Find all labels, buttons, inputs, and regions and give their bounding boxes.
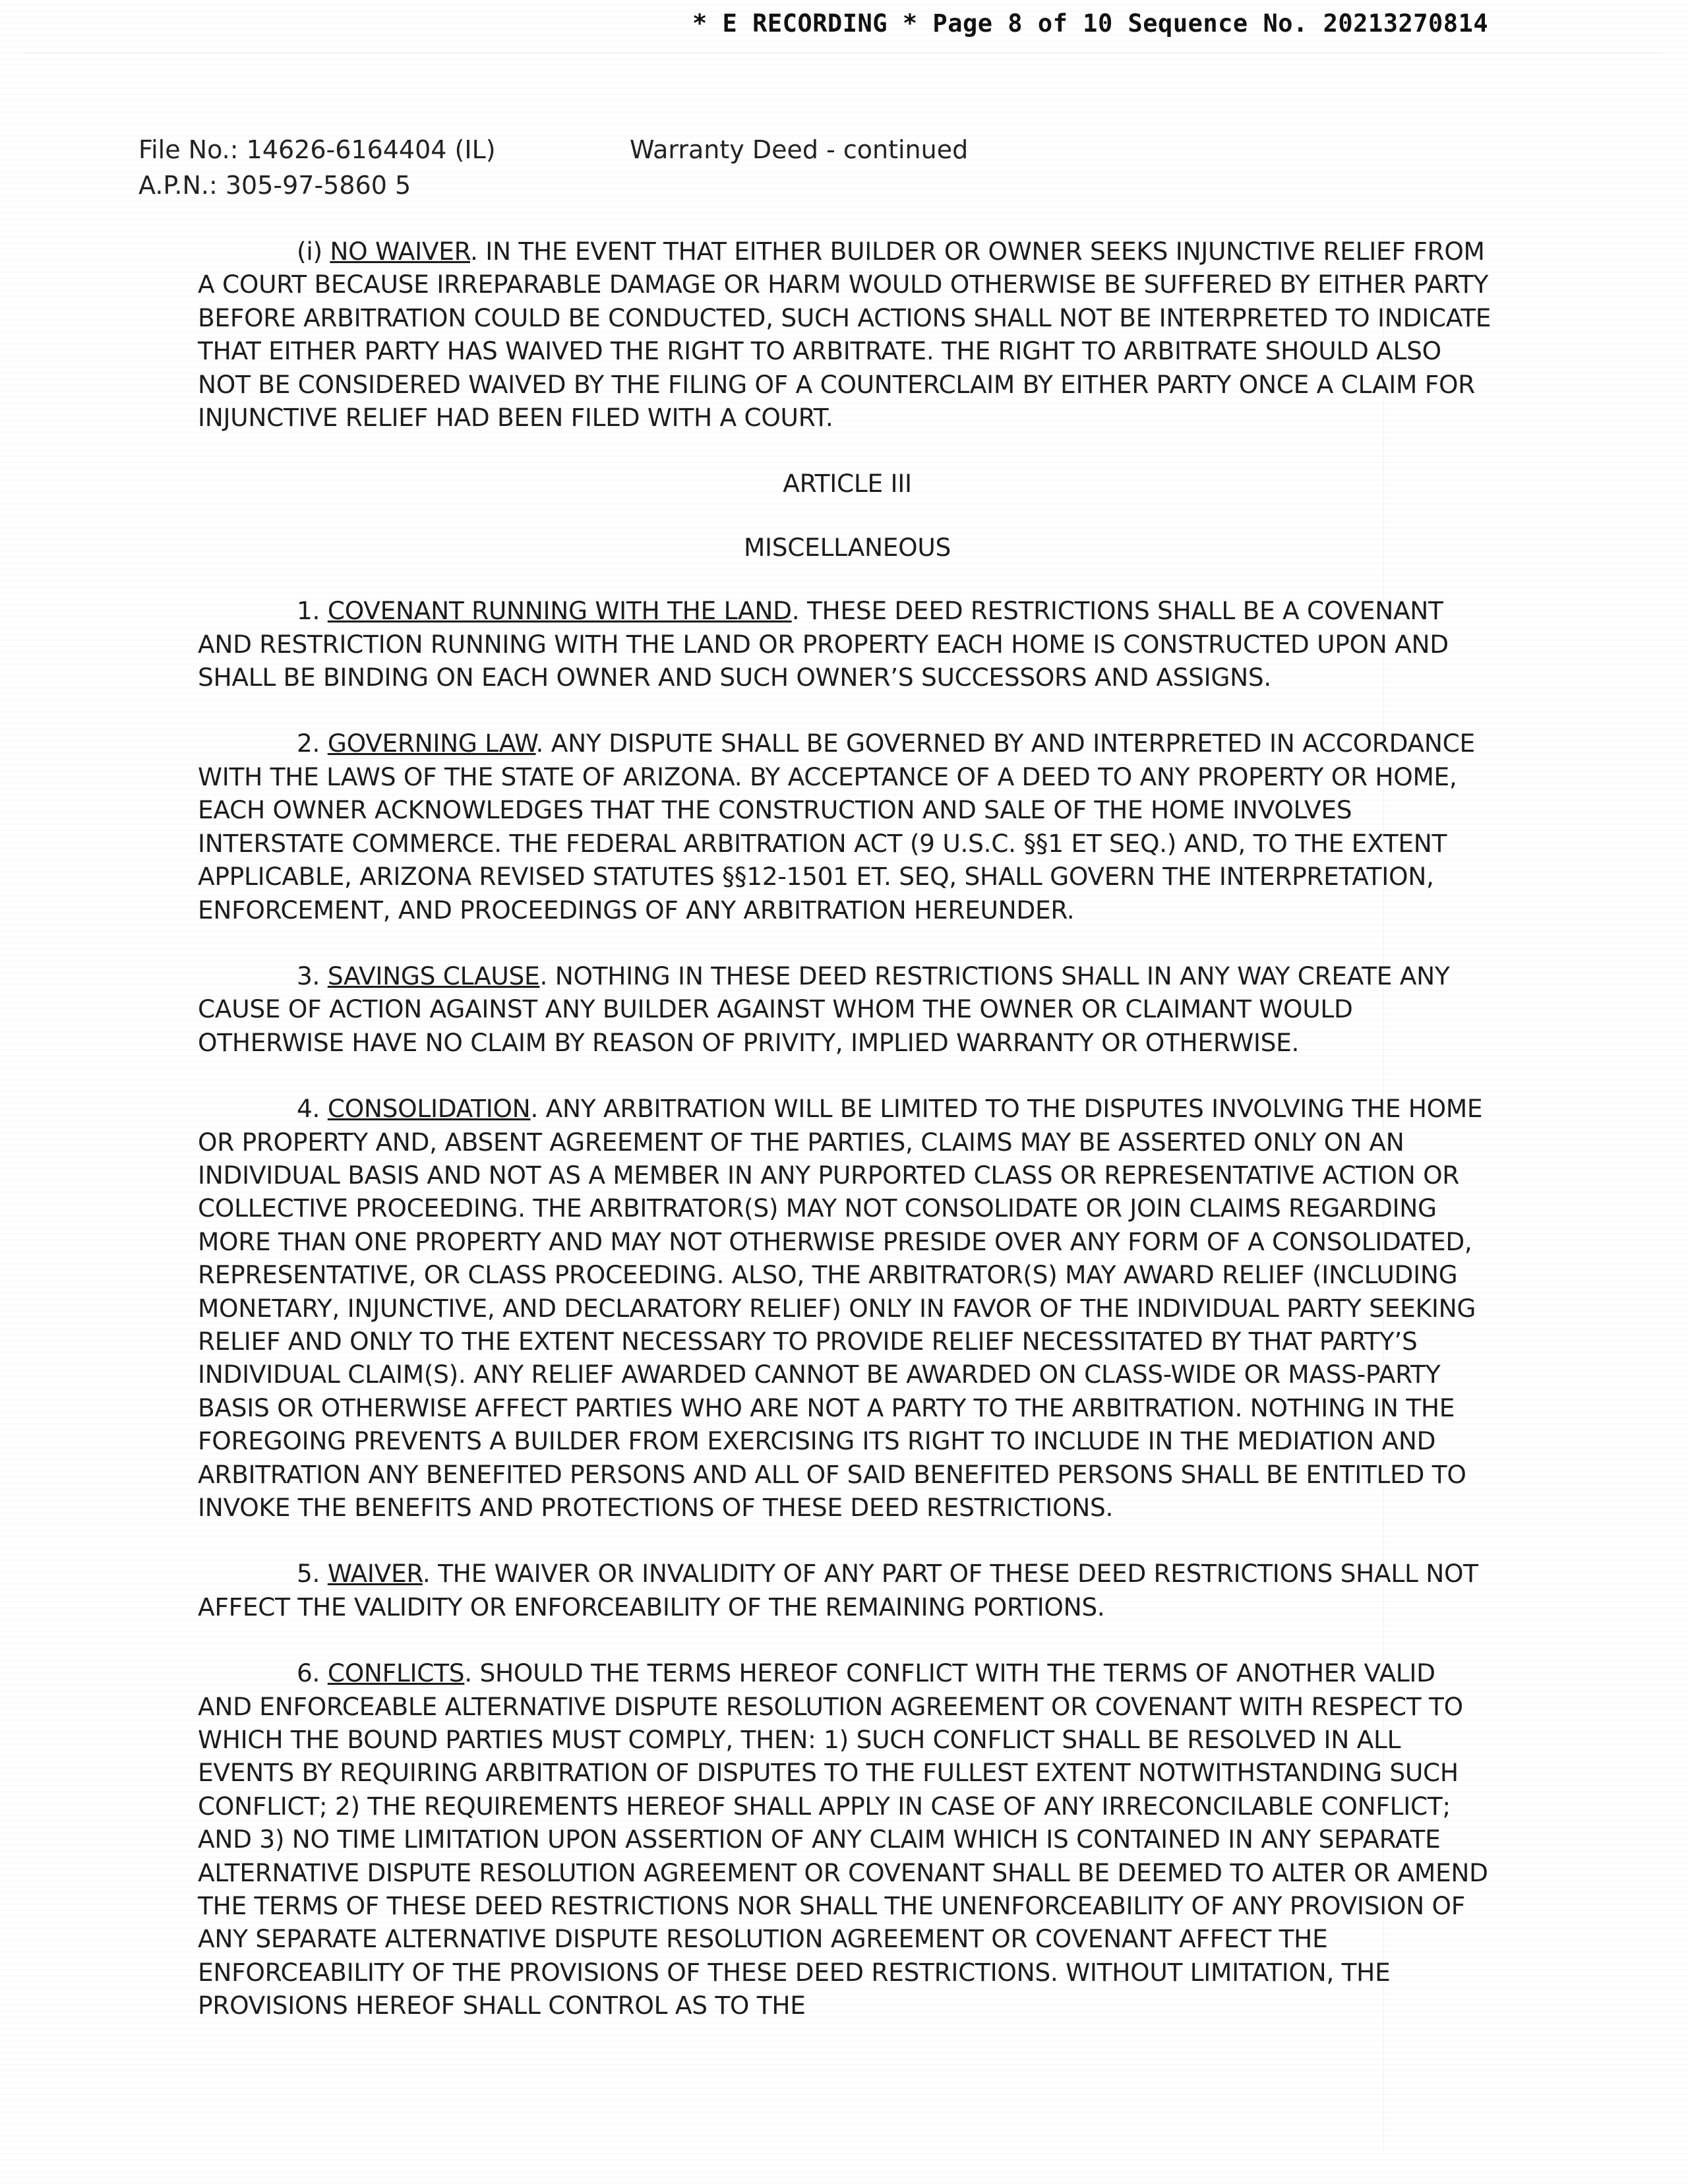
paragraph-prefix: (i)	[297, 237, 330, 266]
paragraph-waiver	[198, 1557, 1497, 1623]
paragraph-prefix: 6.	[297, 1658, 328, 1688]
paragraph-prefix: 2.	[297, 729, 328, 758]
paragraph-heading: CONFLICTS	[327, 1658, 465, 1688]
paragraph-heading: NO WAIVER	[330, 237, 471, 266]
paragraph-text: . NOTHING IN THESE DEED RESTRICTIONS SHALL IN ANY WAY CREATE ANY CAUSE OF ACTION AGAINST ANY BUILDER AGAINST WHOM THE OWNER OR CLAIMANT WOULD OTHERWISE HAVE NO CLAIM BY REASON OF PRIVITY, IMPLIED WARRANTY OR OTHERWISE.	[198, 961, 1450, 1057]
apn-number: A.P.N.: 305-97-5860 5	[138, 171, 411, 200]
paragraph-covenant	[198, 594, 1497, 694]
recording-stamp: * E RECORDING * Page 8 of 10 Sequence No. 20213270814	[692, 9, 1489, 38]
paragraph-text: . ANY ARBITRATION WILL BE LIMITED TO THE DISPUTES INVOLVING THE HOME OR PROPERTY AND, ABSENT AGREEMENT OF THE PARTIES, CLAIMS MAY BE ASSERTED ONLY ON AN INDIVIDUAL BASIS AND NOT AS A MEMBER IN ANY PURPORTED CLASS OR REPRESENTATIVE ACTION OR COLLECTIVE PROCEEDING. THE ARBITRATOR(S) MAY NOT CONSOLIDATE OR JOIN CLAIMS REGARDING MORE THAN ONE PROPERTY AND MAY NOT OTHERWISE PRESIDE OVER ANY FORM OF A CONSOLIDATED, REPRESENTATIVE, OR CLASS PROCEEDING. ALSO, THE ARBITRATOR(S) MAY AWARD RELIEF (INCLUDING MONETARY, INJUNCTIVE, AND DECLARATORY RELIEF) ONLY IN FAVOR OF THE INDIVIDUAL PARTY SEEKING RELIEF AND ONLY TO THE EXTENT NECESSARY TO PROVIDE RELIEF NECESSITATED BY THAT PARTY’S INDIVIDUAL CLAIM(S). ANY RELIEF AWARDED CANNOT BE AWARDED ON CLASS-WIDE OR MASS-PARTY BASIS OR OTHERWISE AFFECT PARTIES WHO ARE NOT A PARTY TO THE ARBITRATION. NOTHING IN THE FOREGOING PREVENTS A BUILDER FROM EXERCISING ITS RIGHT TO INCLUDE IN THE MEDIATION AND ARBITRATION ANY BENEFITED PERSONS AND ALL OF SAID BENEFITED PERSONS SHALL BE ENTITLED TO INVOKE THE BENEFITS AND PROTECTIONS OF THESE DEED RESTRICTIONS.	[198, 1094, 1483, 1522]
paragraph-text: . SHOULD THE TERMS HEREOF CONFLICT WITH THE TERMS OF ANOTHER VALID AND ENFORCEABLE ALTERNATIVE DISPUTE RESOLUTION AGREEMENT OR COVENANT WITH RESPECT TO WHICH THE BOUND PARTIES MUST COMPLY, THEN: 1) SUCH CONFLICT SHALL BE RESOLVED IN ALL EVENTS BY REQUIRING ARBITRATION OF DISPUTES TO THE FULLEST EXTENT NOTWITHSTANDING SUCH CONFLICT; 2) THE REQUIREMENTS HEREOF SHALL APPLY IN CASE OF ANY IRRECONCILABLE CONFLICT; AND 3) NO TIME LIMITATION UPON ASSERTION OF ANY CLAIM WHICH IS CONTAINED IN ANY SEPARATE ALTERNATIVE DISPUTE RESOLUTION AGREEMENT OR COVENANT SHALL BE DEEMED TO ALTER OR AMEND THE TERMS OF THESE DEED RESTRICTIONS NOR SHALL THE UNENFORCEABILITY OF ANY PROVISION OF ANY SEPARATE ALTERNATIVE DISPUTE RESOLUTION AGREEMENT OR COVENANT AFFECT THE ENFORCEABILITY OF THE PROVISIONS OF THESE DEED RESTRICTIONS. WITHOUT LIMITATION, THE PROVISIONS HEREOF SHALL CONTROL AS TO THE	[198, 1658, 1488, 2020]
paragraph-heading: GOVERNING LAW	[327, 729, 536, 758]
paragraph-prefix: 5.	[297, 1559, 328, 1589]
paragraph-prefix: 3.	[297, 961, 328, 990]
paragraph-text: . THE WAIVER OR INVALIDITY OF ANY PART OF THESE DEED RESTRICTIONS SHALL NOT AFFECT THE VALIDITY OR ENFORCEABILITY OF THE REMAINING PORTIONS.	[198, 1559, 1478, 1622]
paragraph-consolidation	[198, 1092, 1497, 1524]
paragraph-text: . ANY DISPUTE SHALL BE GOVERNED BY AND INTERPRETED IN ACCORDANCE WITH THE LAWS OF THE STATE OF ARIZONA. BY ACCEPTANCE OF A DEED TO ANY PROPERTY OR HOME, EACH OWNER ACKNOWLEDGES THAT THE CONSTRUCTION AND SALE OF THE HOME INVOLVES INTERSTATE COMMERCE. THE FEDERAL ARBITRATION ACT (9 U.S.C. §§1 ET SEQ.) AND, TO THE EXTENT APPLICABLE, ARIZONA REVISED STATUTES §§12-1501 ET. SEQ, SHALL GOVERN THE INTERPRETATION, ENFORCEMENT, AND PROCEEDINGS OF ANY ARBITRATION HEREUNDER.	[198, 729, 1475, 925]
document-body	[198, 235, 1497, 2055]
paragraph-no-waiver	[198, 235, 1497, 434]
file-info-block	[138, 132, 496, 203]
paragraph-heading: COVENANT RUNNING WITH THE LAND	[327, 596, 792, 626]
paragraph-savings-clause	[198, 959, 1497, 1059]
paragraph-governing-law	[198, 727, 1497, 926]
paragraph-conflicts	[198, 1656, 1497, 2022]
paragraph-heading: WAIVER	[327, 1559, 423, 1589]
paragraph-text: . IN THE EVENT THAT EITHER BUILDER OR OWNER SEEKS INJUNCTIVE RELIEF FROM A COURT BECAUSE IRREPARABLE DAMAGE OR HARM WOULD OTHERWISE BE SUFFERED BY EITHER PARTY BEFORE ARBITRATION COULD BE CONDUCTED, SUCH ACTIONS SHALL NOT BE INTERPRETED TO INDICATE THAT EITHER PARTY HAS WAIVED THE RIGHT TO ARBITRATE. THE RIGHT TO ARBITRATE SHOULD ALSO NOT BE CONSIDERED WAIVED BY THE FILING OF A COUNTERCLAIM BY EITHER PARTY ONCE A CLAIM FOR INJUNCTIVE RELIEF HAD BEEN FILED WITH A COURT.	[198, 237, 1492, 433]
paragraph-text: . THESE DEED RESTRICTIONS SHALL BE A COVENANT AND RESTRICTION RUNNING WITH THE LAND OR PROPERTY EACH HOME IS CONSTRUCTED UPON AND SHALL BE BINDING ON EACH OWNER AND SUCH OWNER’S SUCCESSORS AND ASSIGNS.	[198, 596, 1449, 692]
paragraph-heading: CONSOLIDATION	[327, 1094, 531, 1124]
paragraph-prefix: 4.	[297, 1094, 328, 1124]
document-title: Warranty Deed - continued	[630, 135, 969, 164]
article-subtitle: MISCELLANEOUS	[743, 532, 951, 562]
file-number: File No.: 14626-6164404 (IL)	[138, 135, 496, 164]
paragraph-heading: SAVINGS CLAUSE	[327, 961, 540, 990]
article-title: ARTICLE III	[783, 469, 912, 499]
paragraph-prefix: 1.	[297, 596, 328, 626]
